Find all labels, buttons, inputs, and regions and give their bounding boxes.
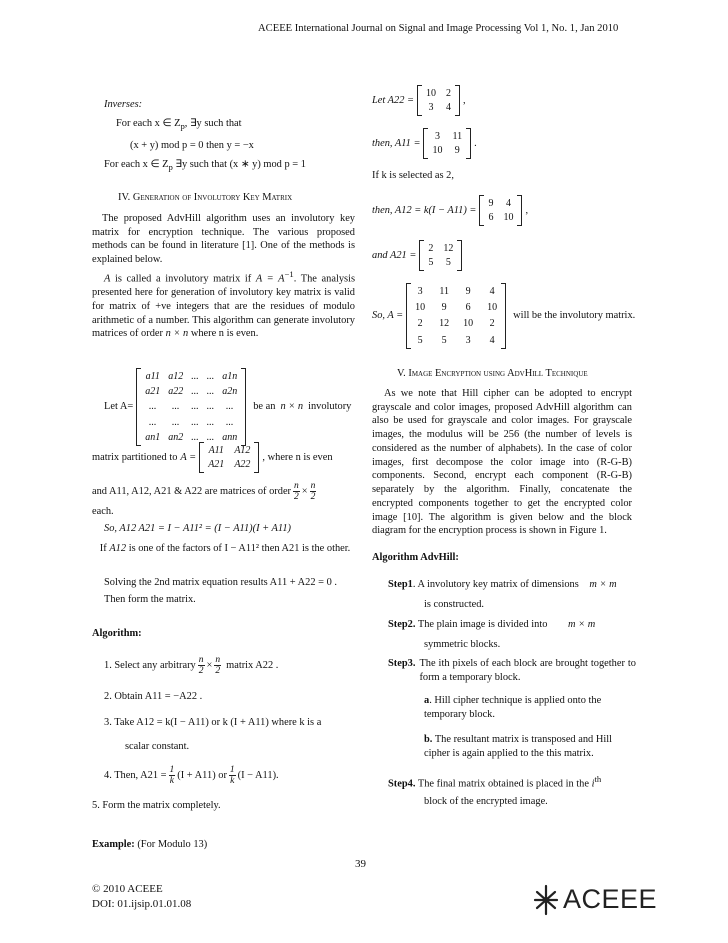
algorithm-advhill-title: Algorithm AdvHill: [372, 552, 459, 563]
alg-step-4: 4. Then, A21 = $\frac{1}{k}$ (I + A11) or $\frac{1}{k}$ (I − A11). [104, 765, 279, 787]
big-matrix-cell: a11 [145, 371, 160, 382]
let-a22-line: Let A22 = 10 2 3 4 , [372, 85, 466, 116]
a12-cell: 6 [488, 212, 494, 224]
solving-line: Solving the 2nd matrix equation results A11 + A22 = 0 . [104, 577, 337, 588]
example-line: Example: (For Modulo 13) [92, 839, 208, 850]
a11-matrix [428, 128, 466, 159]
big-matrix-cell: a22 [168, 386, 184, 398]
step-1: Step1. A involutory key matrix of dimensions m × m is constructed. [388, 579, 617, 610]
inverse-line-1: For each x ∈ $Z_p$, ∃y such that [116, 118, 242, 132]
involutory-matrix-cell: 3 [417, 286, 423, 297]
step-2: Step2. The plain image is divided into m × m symmetric blocks. [388, 619, 596, 650]
if-line: If A12 is one of the factors of I − A11² then A21 is the other. [99, 543, 351, 554]
big-matrix-cell: ... [191, 386, 199, 398]
big-matrix-cell: ... [191, 401, 199, 413]
a21-matrix [424, 240, 457, 271]
involutory-matrix-cell: 5 [441, 334, 447, 346]
a11-cell: 10 [432, 145, 443, 157]
big-matrix-cell: ... [206, 386, 215, 398]
each-text: each. [92, 506, 114, 517]
big-matrix-cell: ... [148, 416, 157, 428]
involutory-matrix-cell: 4 [489, 334, 495, 346]
aceee-logo-icon [533, 880, 559, 920]
big-matrix-cell: ... [191, 431, 199, 443]
a12-cell: 4 [505, 198, 511, 209]
big-matrix-cell: ... [225, 416, 234, 428]
order-line: and A11, A12, A21 & A22 are matrices of order $\frac{n}{2}$ × $\frac{n}{2}$ [92, 481, 316, 503]
big-matrix-cell: a1n [222, 371, 238, 382]
a22-cell: 2 [446, 88, 452, 99]
alg-step-5: 5. Form the matrix completely. [92, 800, 221, 811]
so-a-line: So, A = 3 11 9 4 10 9 6 10 2 12 10 2 5 5 3 4 will be the involutory matrix. [372, 283, 635, 349]
section-4-heading: IV. Generation of Involutory Key Matrix [118, 192, 293, 203]
copyright-text: © 2010 ACEEE [92, 883, 163, 895]
big-matrix-cell: ... [191, 416, 199, 428]
involutory-matrix-cell: 10 [463, 318, 474, 330]
running-header: ACEEE International Journal on Signal and Image Processing Vol 1, No. 1, Jan 2010 [258, 23, 619, 34]
a12-matrix [484, 195, 517, 226]
big-matrix-cell: an1 [145, 431, 161, 443]
footer [92, 882, 191, 912]
partition-matrix-cell: A12 [234, 445, 251, 456]
section-4-para-2: A is called a involutory matrix if $A = A^{-1}$. The analysis presented here for generation of involutory key matrix is valid for matrix of +ve integers that are the residues of modulo arithmetic of a number. This algorithm can generate involutory matrices of order n × n where n is even. [92, 269, 355, 340]
inverses-title: Inverses: [104, 99, 143, 110]
doi-text: DOI: 01.ijsip.01.01.08 [92, 897, 192, 910]
big-matrix-line: Let A= a11 a12 ... ... a1n a21 a22 ... ... a2n ... ... ... ... ... ... ... ... ... ... an1 an2 ... ... ann be an n × n involutory [104, 368, 359, 446]
aceee-logo-text: ACEEE [563, 884, 658, 915]
big-matrix-cell: ... [206, 401, 215, 413]
inverse-line-2: (x + y) mod p = 0 then y = −x [130, 140, 254, 151]
partition-matrix-cell: A22 [234, 459, 251, 471]
big-matrix-cell: ... [148, 401, 157, 413]
big-matrix-cell: ... [225, 401, 234, 413]
big-matrix-cell: ... [171, 416, 180, 428]
involutory-matrix-cell: 2 [489, 318, 495, 330]
a11-cell: 11 [452, 131, 463, 142]
then-a12-line: then, A12 = k(I − A11) = 9 4 6 10 , [372, 195, 528, 226]
a22-cell: 4 [446, 102, 452, 114]
involutory-matrix-cell: 10 [487, 302, 498, 314]
involutory-matrix-cell: 4 [489, 286, 495, 297]
step-3-sub-a: a. Hill cipher technique is applied onto the temporary block. [424, 695, 602, 720]
alg-step-3: 3. Take A12 = k(I − A11) or k (I + A11) where k is a [104, 717, 322, 728]
big-matrix-cell: ... [206, 371, 215, 382]
inverse-line-3: For each x ∈ $Z_p$ ∃y such that (x ∗ y) mod p = 1 [104, 159, 306, 173]
alg-step-2: 2. Obtain A11 = −A22 . [104, 691, 203, 702]
involutory-matrix-cell: 11 [439, 286, 449, 297]
if-k-line: If k is selected as 2, [372, 170, 454, 181]
involutory-matrix-cell: 10 [415, 302, 426, 314]
then-a11-line: then, A11 = 3 11 10 9 . [372, 128, 477, 159]
big-matrix-cell: ann [222, 431, 238, 443]
big-matrix-cell: ... [191, 371, 199, 382]
a21-cell: 2 [428, 243, 434, 254]
partition-matrix-cells [204, 442, 254, 473]
big-matrix-cell: ... [206, 416, 215, 428]
so-line: So, A12 A21 = I − A11² = (I − A11)(I + A11) [104, 523, 291, 534]
and-a21-line: and A21 = 2 12 5 5 [372, 240, 465, 271]
big-matrix-cell: a2n [222, 386, 238, 398]
aceee-logo [533, 880, 657, 920]
alg-step-3-cont: scalar constant. [125, 741, 190, 752]
a11-cell: 9 [454, 145, 460, 157]
a12-cell: 10 [503, 212, 514, 224]
involutory-matrix-cell: 5 [417, 334, 423, 346]
big-matrix-cell: ... [206, 431, 215, 443]
involutory-matrix-cell: 6 [465, 302, 471, 314]
alg-step-1: 1. Select any arbitrary $\frac{n}{2}$ × $\frac{n}{2}$ matrix A22 . [104, 655, 279, 677]
section-5-para: As we note that Hill cipher can be adopted to encrypt grayscale and color images, proposed AdvHill algorithm can also be used for grayscale and color images. For grayscale images, the modulus will be 256 (the number of levels is considered as the number of alphabets). In the case of color images, first decompose the color image into (R-G-B) components. Second, encrypt each component (R-G-B) separately by the algorithm. Finally, concatenate the encrypted components together to get the encrypted color image [10]. The algorithm is given below and the block diagram for the encryption process is shown in Figure 1. [372, 388, 632, 537]
a22-cell: 3 [428, 102, 434, 114]
a22-cell: 10 [426, 88, 437, 99]
involutory-matrix-cell: 9 [465, 286, 471, 297]
big-matrix-cell: ... [171, 401, 180, 413]
step-3: Step3. The ith pixels of each block are brought together to form a temporary block. [388, 658, 636, 683]
involutory-matrix [411, 283, 501, 349]
involutory-matrix-cell: 9 [441, 302, 447, 314]
involutory-matrix-cell: 3 [465, 334, 471, 346]
step-3-sub-b: b. The resultant matrix is transposed and Hill cipher is again applied to the this matrix. [424, 734, 612, 759]
involutory-matrix-cell: 2 [417, 318, 423, 330]
a21-cell: 5 [445, 257, 451, 269]
partition-line: matrix partitioned to A = A11 A12 A21 A22 , where n is even [92, 442, 360, 473]
a22-matrix [422, 85, 455, 116]
big-matrix-cell: an2 [168, 431, 184, 443]
then-form-line: Then form the matrix. [104, 594, 196, 605]
page-number: 39 [355, 858, 366, 870]
big-matrix-cells [141, 368, 241, 446]
section-4-para-1: The proposed AdvHill algorithm uses an involutory key matrix for encryption technique. The various proposed methods can be found in literature [1]. One of the methods is explained below. [92, 213, 355, 266]
section-5-heading: V. Image Encryption using AdvHill Technique [397, 368, 588, 379]
a12-cell: 9 [488, 198, 494, 209]
a21-cell: 5 [428, 257, 434, 269]
big-matrix [136, 368, 246, 446]
big-matrix-cell: a21 [145, 386, 161, 398]
algorithm-title: Algorithm: [92, 628, 142, 639]
a21-cell: 12 [443, 243, 454, 254]
a11-cell: 3 [434, 131, 440, 142]
partition-matrix-cell: A11 [208, 445, 224, 456]
involutory-matrix-cell: 12 [439, 318, 450, 330]
partition-matrix-cell: A21 [208, 459, 225, 471]
partition-matrix [199, 442, 259, 473]
big-matrix-cell: a12 [168, 371, 184, 382]
step-4: Step4. The final matrix obtained is placed in the $i^{th}$ block of the encrypted image. [388, 774, 602, 808]
